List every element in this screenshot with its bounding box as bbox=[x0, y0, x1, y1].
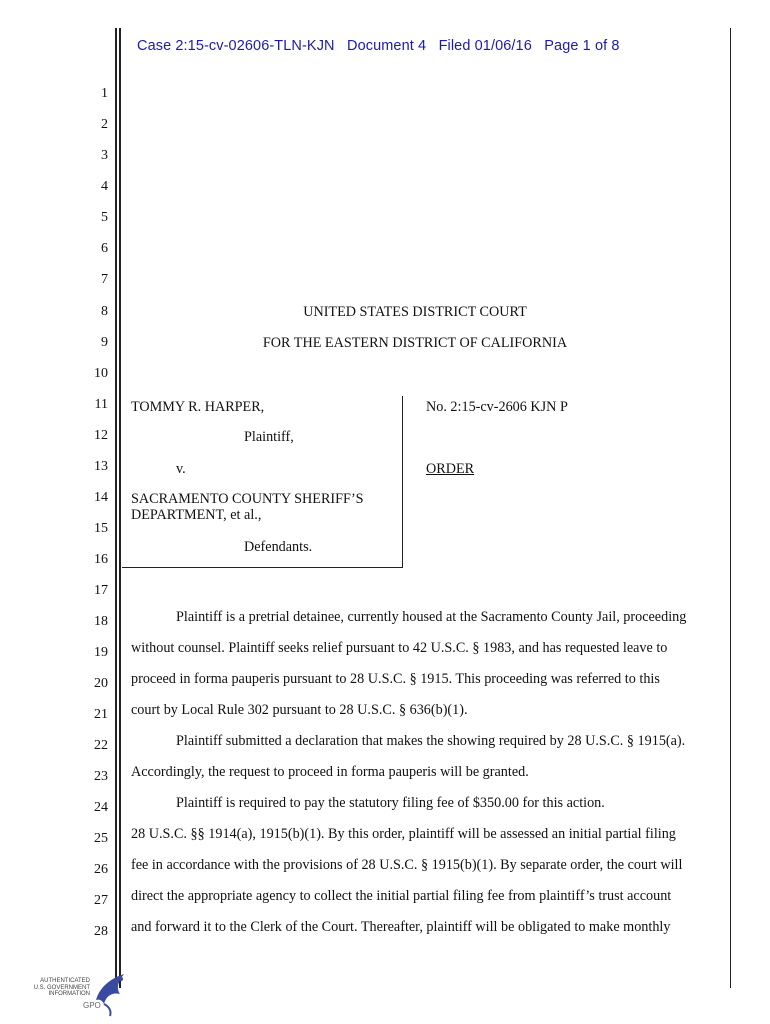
filing-header-stamp: Case 2:15-cv-02606-TLN-KJN Document 4 Filed 01/06/16 Page 1 of 8 bbox=[137, 38, 620, 54]
line-number: 28 bbox=[94, 924, 108, 939]
line-number: 2 bbox=[101, 117, 108, 132]
body-line-22: Plaintiff submitted a declaration that makes the showing required by 28 U.S.C. § 1915(a). bbox=[176, 733, 686, 749]
defendant-name-line2: DEPARTMENT, et al., bbox=[131, 507, 262, 523]
line-number: 12 bbox=[94, 428, 108, 443]
line-number: 9 bbox=[101, 335, 108, 350]
plaintiff-name: TOMMY R. HARPER, bbox=[131, 399, 265, 415]
line-number: 1 bbox=[101, 86, 108, 101]
line-number: 4 bbox=[101, 179, 108, 194]
line-number: 21 bbox=[94, 707, 108, 722]
plaintiff-role: Plaintiff, bbox=[244, 429, 294, 445]
body-line-18: Plaintiff is a pretrial detainee, currently housed at the Sacramento County Jail, proceeding bbox=[176, 609, 687, 625]
body-line-19: without counsel. Plaintiff seeks relief pursuant to 42 U.S.C. § 1983, and has requested leave to bbox=[131, 640, 668, 656]
line-number: 24 bbox=[94, 800, 108, 815]
seal-mark: GPO bbox=[83, 1001, 101, 1010]
line-number: 20 bbox=[94, 676, 108, 691]
line-number: 5 bbox=[101, 210, 108, 225]
seal-text: AUTHENTICATED U.S. GOVERNMENT INFORMATION bbox=[33, 978, 90, 997]
body-line-27: direct the appropriate agency to collect the initial partial filing fee from plaintiff’s trust account bbox=[131, 888, 672, 904]
body-line-26: fee in accordance with the provisions of 28 U.S.C. § 1915(b)(1). By separate order, the court will bbox=[131, 857, 683, 873]
line-number: 22 bbox=[94, 738, 108, 753]
court-name: UNITED STATES DISTRICT COURT bbox=[303, 304, 527, 320]
body-line-24: Plaintiff is required to pay the statutory filing fee of $350.00 for this action. bbox=[176, 795, 605, 811]
left-margin-rule bbox=[115, 28, 117, 988]
line-number: 16 bbox=[94, 552, 108, 567]
defendant-role: Defendants. bbox=[244, 539, 313, 555]
left-margin-rule-inner bbox=[119, 28, 121, 988]
versus: v. bbox=[176, 461, 186, 477]
right-margin-rule bbox=[730, 28, 731, 988]
line-number: 17 bbox=[94, 583, 108, 598]
gpo-authentication-seal bbox=[30, 970, 130, 1018]
line-number: 3 bbox=[101, 148, 108, 163]
body-line-21: court by Local Rule 302 pursuant to 28 U.S.C. § 636(b)(1). bbox=[131, 702, 468, 718]
caption-divider-vertical bbox=[402, 396, 403, 568]
line-number: 13 bbox=[94, 459, 108, 474]
line-number: 14 bbox=[94, 490, 108, 505]
line-number: 8 bbox=[101, 304, 108, 319]
case-number: No. 2:15-cv-2606 KJN P bbox=[426, 399, 568, 415]
line-number: 27 bbox=[94, 893, 108, 908]
line-number: 23 bbox=[94, 769, 108, 784]
document-title: ORDER bbox=[426, 461, 475, 477]
line-number: 25 bbox=[94, 831, 108, 846]
court-district: FOR THE EASTERN DISTRICT OF CALIFORNIA bbox=[262, 335, 568, 351]
line-number: 26 bbox=[94, 862, 108, 877]
line-number: 15 bbox=[94, 521, 108, 536]
body-line-28: and forward it to the Clerk of the Court. Thereafter, plaintiff will be obligated to make monthly bbox=[131, 919, 671, 935]
eagle-icon bbox=[90, 970, 130, 1018]
caption-divider-horizontal bbox=[122, 567, 403, 568]
defendant-name-line1: SACRAMENTO COUNTY SHERIFF’S bbox=[131, 491, 364, 507]
body-line-23: Accordingly, the request to proceed in forma pauperis will be granted. bbox=[131, 764, 529, 780]
line-number: 18 bbox=[94, 614, 108, 629]
body-line-25: 28 U.S.C. §§ 1914(a), 1915(b)(1). By this order, plaintiff will be assessed an initial partial filing bbox=[131, 826, 676, 842]
line-number: 11 bbox=[94, 397, 108, 412]
line-number: 6 bbox=[101, 241, 108, 256]
line-number: 7 bbox=[101, 272, 108, 287]
body-line-20: proceed in forma pauperis pursuant to 28 U.S.C. § 1915. This proceeding was referred to this bbox=[131, 671, 660, 687]
line-number: 19 bbox=[94, 645, 108, 660]
line-number: 10 bbox=[94, 366, 108, 381]
